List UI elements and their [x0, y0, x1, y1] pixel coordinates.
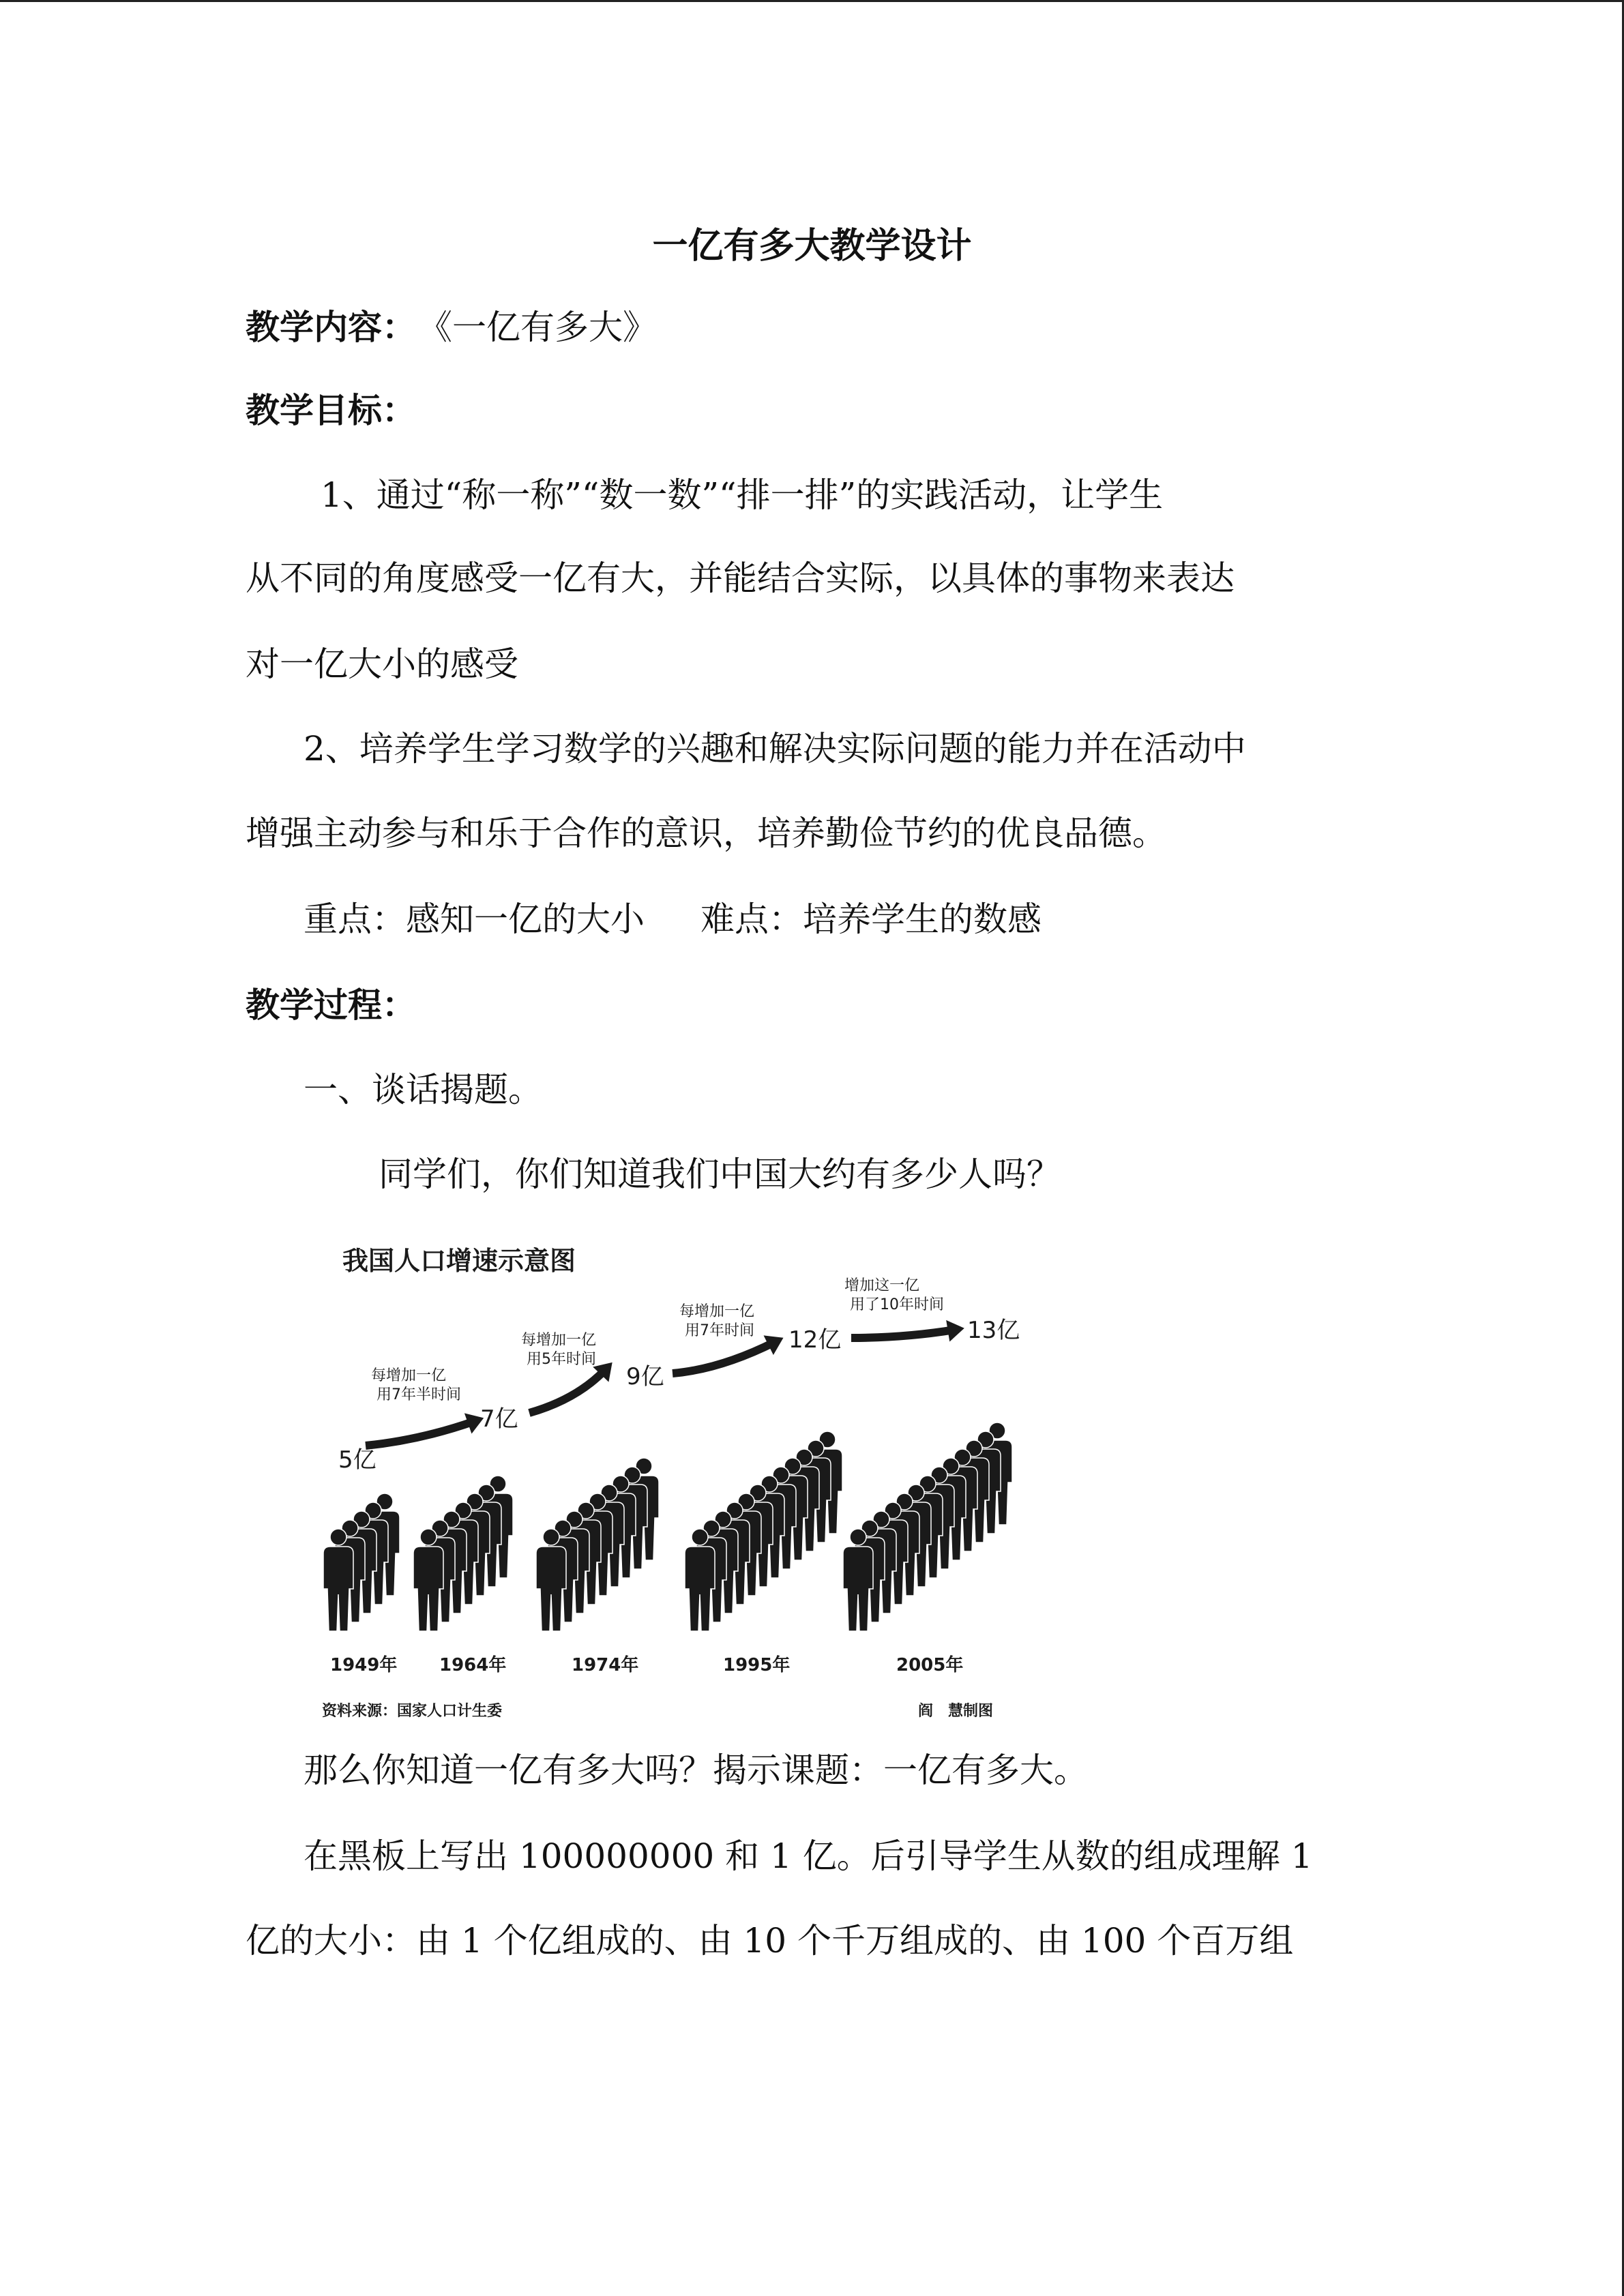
arrow-caption: 每增加一亿 [371, 1367, 447, 1384]
key-point: 重点：感知一亿的大小 [304, 899, 645, 939]
year-label: 1949年 [330, 1655, 398, 1675]
arrow-caption: 用5年时间 [527, 1351, 596, 1368]
population-growth-figure [311, 1236, 1029, 1727]
goal1-line3: 对一亿大小的感受 [246, 644, 518, 684]
content-value: 《一亿有多大》 [435, 308, 657, 347]
goal2-line1: 2、培养学生学习数学的兴趣和解决实际问题的能力并在活动中 [304, 729, 1246, 769]
difficult-point: 难点：培养学生的数感 [700, 899, 1042, 939]
growth-arrow [529, 1369, 606, 1413]
population-value-label: 9亿 [626, 1363, 664, 1390]
arrow-caption: 用7年半时间 [377, 1386, 461, 1403]
growth-arrow [673, 1342, 775, 1373]
figure-title: 我国人口增速示意图 [342, 1246, 576, 1276]
growth-arrow [366, 1421, 475, 1446]
population-value-label: 7亿 [480, 1405, 518, 1433]
goal2-line2: 增强主动参与和乐于合作的意识，培养勤俭节约的优良品德。 [246, 814, 1166, 853]
person-group-1964年 [413, 1476, 513, 1631]
goal1-line1: 1、通过“称一称”“数一数”“排一排”的实践活动，让学生 [321, 475, 1164, 515]
paragraph-blackboard-line1: 在黑板上写出 100000000 和 1 亿。后引导学生从数的组成理解 1 [304, 1836, 1313, 1876]
content-line [246, 307, 657, 348]
page-title: 一亿有多大教学设计 [652, 226, 972, 267]
section-1-heading: 一、谈话揭题。 [304, 1070, 542, 1109]
arrow-caption: 每增加一亿 [679, 1303, 755, 1320]
year-label: 1964年 [439, 1655, 507, 1675]
population-value-label: 12亿 [788, 1326, 842, 1354]
figure-credit: 阎 慧制图 [918, 1703, 994, 1720]
year-label: 2005年 [896, 1655, 964, 1675]
arrow-caption: 增加这一亿 [844, 1277, 920, 1294]
paragraph-reveal-topic: 那么你知道一亿有多大吗？揭示课题：一亿有多大。 [304, 1750, 1088, 1790]
population-value-label: 13亿 [967, 1317, 1020, 1344]
arrow-caption: 每增加一亿 [521, 1332, 597, 1349]
person-group-1949年 [323, 1493, 400, 1631]
process-heading: 教学过程： [246, 985, 416, 1025]
arrow-caption: 用了10年时间 [850, 1296, 944, 1313]
content-label: 教学内容： [246, 308, 416, 347]
growth-arrow [851, 1330, 955, 1338]
arrow-caption: 用7年时间 [685, 1322, 754, 1339]
arrow-head-icon [946, 1320, 964, 1342]
goals-heading: 教学目标： [246, 391, 416, 430]
person-group-2005年 [843, 1422, 1012, 1631]
year-label: 1995年 [723, 1655, 791, 1675]
person-group-1995年 [685, 1431, 842, 1631]
figure-source: 资料来源：国家人口计生委 [322, 1703, 503, 1720]
page-top-border [0, 0, 1624, 2]
person-group-1974年 [536, 1458, 659, 1631]
year-label: 1974年 [572, 1655, 639, 1675]
focus-line [304, 899, 1042, 940]
population-value-label: 5亿 [338, 1446, 377, 1474]
goal1-line2: 从不同的角度感受一亿有大，并能结合实际，以具体的事物来表达 [246, 558, 1235, 598]
question-line: 同学们，你们知道我们中国大约有多少人吗？ [379, 1154, 1061, 1194]
paragraph-blackboard-line2: 亿的大小：由 1 个亿组成的、由 10 个千万组成的、由 100 个百万组 [246, 1921, 1294, 1960]
